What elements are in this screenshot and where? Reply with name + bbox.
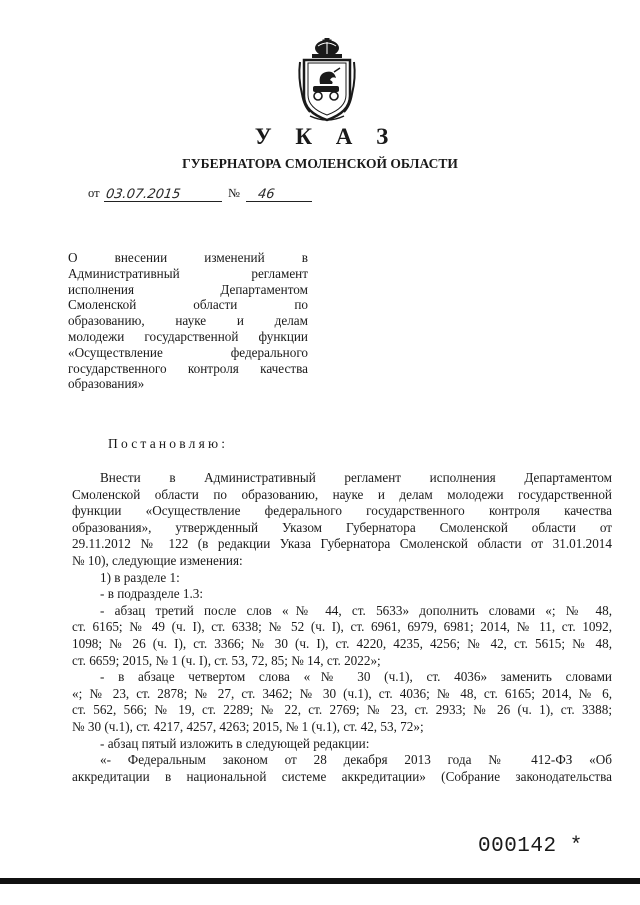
body-line: функции «Осуществление федерального государственного контроля качества — [72, 503, 612, 519]
subject-line: Смоленской области по — [68, 297, 308, 313]
body-line: ст. 6165; № 49 (ч. I), ст. 6338; № 52 (ч. I), ст. 6961, 6979, 6981; 2014, № 11, ст. 1092, — [72, 619, 612, 635]
body-line: Смоленской области по образованию, науке и делам молодежи государственной — [72, 486, 612, 502]
subject-line: государственного контроля качества — [68, 360, 308, 376]
decree-word: Постановляю: — [108, 436, 229, 451]
body-line: № 10), следующие изменения: — [72, 552, 243, 568]
subject-line: исполнения Департаментом — [68, 281, 308, 297]
body-text — [72, 470, 612, 785]
body-line: образования», утвержденный Указом Губернатора Смоленской области от — [72, 519, 612, 535]
subject-line: молодежи государственной функции — [68, 328, 308, 344]
subject-line: образованию, науке и делам — [68, 313, 308, 329]
body-line: - абзац третий после слов «№ 44, ст. 5633» дополнить словами «; № 48, — [100, 602, 612, 618]
body-line: - в подразделе 1.3: — [100, 586, 204, 602]
document-subtitle: ГУБЕРНАТОРА СМОЛЕНСКОЙ ОБЛАСТИ — [182, 156, 458, 171]
body-line: Внести в Административный регламент исполнения Департаментом — [100, 470, 612, 485]
number-value: 46 — [256, 187, 276, 202]
body-line: 29.11.2012 № 122 (в редакции Указа Губернатора Смоленской области от 31.01.2014 — [72, 536, 612, 552]
number-label: № — [228, 186, 240, 200]
subject-block — [68, 250, 308, 392]
bottom-bar — [0, 878, 640, 884]
body-line: - абзац пятый изложить в следующей редакции: — [100, 735, 370, 751]
body-line: - в абзаце четвертом слова «№ 30 (ч.1), ст. 4036» заменить словами — [100, 669, 612, 685]
body-line: № 30 (ч.1), ст. 4217, 4257, 4263; 2015, № 1 (ч.1), ст. 42, 53, 72»; — [72, 718, 424, 734]
document-title: У К А З — [254, 124, 398, 149]
coat-of-arms-icon — [296, 38, 358, 124]
date-value: 03.07.2015 — [104, 187, 182, 202]
body-line: 1098; № 26 (ч. I), ст. 3366; № 30 (ч. I), ст. 4220, 4235, 4256; № 42, ст. 5615; № 48, — [72, 635, 612, 651]
subject-line: Административный регламент — [68, 265, 308, 281]
body-line: ст. 562, 566; № 19, ст. 2289; № 22, ст. 2769; № 23, ст. 2933; № 26 (ч. 1), ст. 3388; — [72, 702, 612, 718]
body-line: ст. 6659; 2015, № 1 (ч. I), ст. 53, 72, 85; № 14, ст. 2022»; — [72, 652, 381, 668]
body-line: «; № 23, ст. 2878; № 27, ст. 3462; № 30 (ч.1), ст. 4036; № 48, ст. 6165; 2014, № 6, — [72, 685, 612, 701]
date-number-line — [88, 182, 328, 204]
subject-line: «Осуществление федерального — [68, 344, 308, 360]
body-line: 1) в разделе 1: — [100, 569, 180, 585]
date-from-label: от — [88, 186, 100, 200]
subject-line: образования» — [68, 376, 145, 392]
body-line: «- Федеральным законом от 28 декабря 2013 года № 412-ФЗ «Об — [100, 752, 612, 768]
subject-line: О внесении изменений в — [68, 250, 308, 265]
body-line: аккредитации в национальной системе аккредитации» (Собрание законодательства — [72, 768, 612, 784]
serial-number: 000142 * — [478, 835, 583, 858]
